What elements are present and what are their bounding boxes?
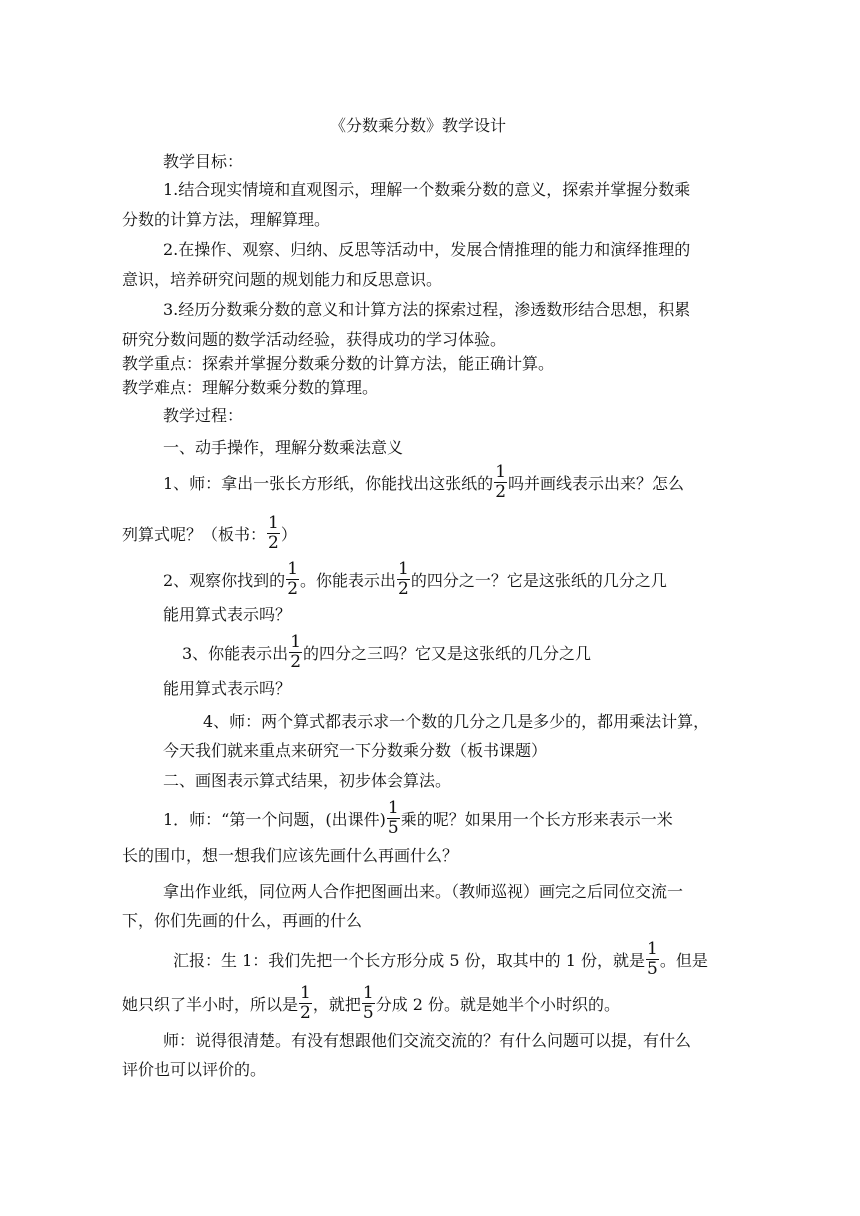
question-3-line-2: 能用算式表示吗？ — [163, 679, 292, 698]
question-2-line-2: 能用算式表示吗？ — [163, 605, 292, 624]
objective-1-line-1: 1.结合现实情境和直观图示，理解一个数乘分数的意义，探索并掌握分数乘 — [163, 180, 691, 199]
difficult-point: 教学难点：理解分数乘分数的算理。 — [122, 378, 379, 397]
fraction-one-fifth — [362, 984, 375, 1023]
fraction-one-half — [286, 560, 299, 599]
question-2-text-b: 。你能表示出 — [300, 571, 397, 590]
fraction-numerator: 1 — [387, 798, 399, 818]
fraction-denominator: 5 — [362, 1003, 374, 1023]
question-1-text-d: ） — [280, 525, 297, 544]
paragraph-3-line-1 — [173, 939, 708, 981]
fraction-numerator: 1 — [290, 632, 302, 652]
question-1-line-1 — [163, 462, 685, 504]
fraction-denominator: 2 — [290, 652, 302, 672]
paragraph-4-line-1: 师：说得很清楚。有没有想跟他们交流交流的？有什么问题可以提，有什么 — [163, 1031, 692, 1050]
process-heading: 教学过程： — [163, 406, 244, 425]
objective-2-line-1: 2.在操作、观察、归纳、反思等活动中，发展合情推理的能力和演绎推理的 — [163, 240, 691, 259]
fraction-one-half — [267, 514, 280, 553]
paragraph-1-line-2: 长的围巾，想一想我们应该先画什么再画什么？ — [122, 846, 459, 865]
fraction-one-half — [494, 463, 507, 502]
question-3-text-a: 3、你能表示出 — [182, 644, 289, 663]
paragraph-4-line-2: 评价也可以评价的。 — [122, 1060, 267, 1079]
fraction-denominator: 5 — [646, 959, 658, 979]
section-1-heading: 一、动手操作，理解分数乘法意义 — [163, 438, 404, 457]
question-2-text-c: 的四分之一？它是这张纸的几分之几 — [410, 571, 667, 590]
objective-2-line-2: 意识，培养研究问题的规划能力和反思意识。 — [122, 270, 443, 289]
fraction-denominator: 5 — [387, 818, 399, 838]
fraction-one-half — [289, 633, 302, 672]
document-title: 《分数乘分数》教学设计 — [330, 116, 507, 135]
objectives-heading: 教学目标： — [163, 152, 244, 171]
fraction-numerator: 1 — [287, 559, 299, 579]
paragraph-1-text-a: 1．师：“第一个问题，(出课件) — [163, 810, 386, 829]
paragraph-3-text-a: 汇报：生 1：我们先把一个长方形分成 5 份，取其中的 1 份，就是 — [173, 951, 645, 970]
fraction-one-half — [397, 560, 410, 599]
question-1-text-b: 吗并画线表示出来？怎么 — [508, 474, 685, 493]
fraction-numerator: 1 — [268, 513, 279, 533]
fraction-denominator: 2 — [287, 579, 299, 599]
fraction-numerator: 1 — [646, 939, 658, 959]
fraction-denominator: 2 — [495, 482, 507, 502]
fraction-denominator: 2 — [398, 579, 409, 599]
paragraph-1-text-b: 乘的呢？如果用一个长方形来表示一米 — [400, 810, 673, 829]
fraction-one-fifth — [387, 799, 400, 838]
paragraph-1-line-1 — [163, 798, 673, 840]
fraction-one-half — [299, 984, 312, 1023]
objective-1-line-2: 分数的计算方法，理解算理。 — [122, 210, 331, 229]
fraction-numerator: 1 — [300, 983, 311, 1003]
question-1-line-2 — [122, 513, 297, 555]
fraction-denominator: 2 — [268, 533, 279, 553]
key-point: 教学重点：探索并掌握分数乘分数的计算方法，能正确计算。 — [122, 354, 555, 373]
question-2-line-1 — [163, 559, 667, 601]
paragraph-3-text-e: 分成 2 份。就是她半个小时织的。 — [375, 995, 621, 1014]
question-3-text-b: 的四分之三吗？它又是这张纸的几分之几 — [303, 644, 592, 663]
fraction-numerator: 1 — [398, 559, 409, 579]
fraction-denominator: 2 — [300, 1003, 311, 1023]
question-1-text-a: 1、师：拿出一张长方形纸，你能找出这张纸的 — [163, 474, 494, 493]
question-3-line-1 — [182, 632, 592, 674]
paragraph-2-line-2: 下，你们先画的什么，再画的什么 — [122, 911, 363, 930]
section-2-heading: 二、画图表示算式结果，初步体会算法。 — [163, 771, 452, 790]
objective-3-line-2: 研究分数问题的数学活动经验，获得成功的学习体验。 — [122, 330, 507, 349]
fraction-numerator: 1 — [362, 983, 374, 1003]
paragraph-3-text-b: 。但是 — [659, 951, 708, 970]
question-4-line-1: 4、师：两个算式都表示求一个数的几分之几是多少的，都用乘法计算， — [203, 712, 710, 731]
fraction-one-fifth — [646, 940, 659, 979]
question-2-text-a: 2、观察你找到的 — [163, 571, 286, 590]
question-1-text-c: 列算式呢？（板书： — [122, 525, 267, 544]
fraction-numerator: 1 — [495, 462, 507, 482]
paragraph-3-text-d: ，就把 — [312, 995, 361, 1014]
paragraph-3-text-c: 她只织了半小时，所以是 — [122, 995, 299, 1014]
objective-3-line-1: 3.经历分数乘分数的意义和计算方法的探索过程，渗透数形结合思想，积累 — [163, 300, 691, 319]
paragraph-2-line-1: 拿出作业纸，同位两人合作把图画出来。（教师巡视）画完之后同位交流一 — [163, 882, 684, 901]
paragraph-3-line-2 — [122, 983, 621, 1025]
question-4-line-2: 今天我们就来重点来研究一下分数乘分数（板书课题） — [163, 741, 548, 760]
